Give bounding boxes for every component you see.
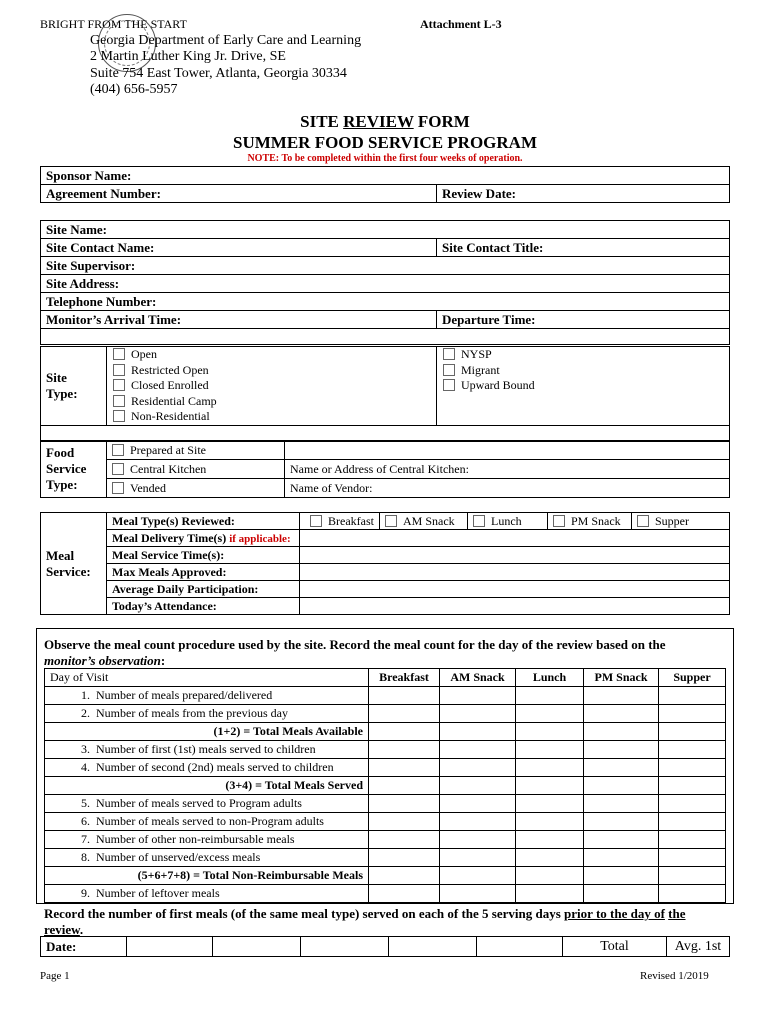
count-cell[interactable] [659, 867, 726, 885]
observe-instructions: Observe the meal count procedure used by the site. Record the meal count for the day of the review based on the monitor’s observation: [44, 637, 666, 668]
avg-participation-label: Average Daily Participation: [107, 581, 300, 598]
count-cell[interactable] [369, 705, 440, 723]
count-cell[interactable] [516, 813, 584, 831]
col-am-snack: AM Snack [440, 669, 516, 687]
count-row-label: 6. Number of meals served to non-Program adults [45, 813, 369, 831]
max-meals-label: Max Meals Approved: [107, 564, 300, 581]
count-cell[interactable] [516, 831, 584, 849]
count-cell[interactable] [516, 759, 584, 777]
count-row-label: 5. Number of meals served to Program adults [45, 795, 369, 813]
spacer-row [41, 329, 730, 345]
checkbox-icon[interactable] [113, 379, 125, 391]
address-line-1: Georgia Department of Early Care and Learning [90, 33, 362, 48]
site-type-option[interactable]: Non-Residential [113, 409, 436, 425]
departure-time-field[interactable]: Departure Time: [437, 311, 730, 329]
total-non-reimbursable-label: (5+6+7+8) = Total Non-Reimbursable Meals [45, 867, 369, 885]
brand-text: BRIGHT FROM THE START [40, 17, 187, 31]
count-row-label: 1. Number of meals prepared/delivered [45, 687, 369, 705]
site-type-label: Site Type: [41, 347, 107, 426]
count-cell[interactable] [440, 705, 516, 723]
count-cell[interactable] [584, 867, 659, 885]
address-line-4: (404) 656-5957 [90, 82, 178, 97]
count-cell[interactable] [659, 813, 726, 831]
telephone-field[interactable]: Telephone Number: [41, 293, 730, 311]
count-cell[interactable] [516, 705, 584, 723]
count-cell[interactable] [584, 777, 659, 795]
count-cell[interactable] [369, 813, 440, 831]
count-cell[interactable] [440, 885, 516, 903]
count-cell[interactable] [659, 759, 726, 777]
count-cell[interactable] [369, 777, 440, 795]
date-cell[interactable] [127, 937, 213, 957]
date-label: Date: [41, 937, 127, 957]
count-cell[interactable] [516, 867, 584, 885]
site-type-options-right [437, 347, 730, 426]
avg-header: Avg. 1st [667, 937, 730, 957]
count-row-label: 9. Number of leftover meals [45, 885, 369, 903]
meal-service-times-label: Meal Service Time(s): [107, 547, 300, 564]
count-cell[interactable] [584, 741, 659, 759]
checkbox-icon[interactable] [112, 444, 124, 456]
checkbox-icon[interactable] [113, 348, 125, 360]
count-cell[interactable] [584, 813, 659, 831]
completion-note: NOTE: To be completed within the first four weeks of operation. [247, 153, 523, 164]
count-row-label: 3. Number of first (1st) meals served to children [45, 741, 369, 759]
count-cell[interactable] [440, 741, 516, 759]
count-cell[interactable] [516, 777, 584, 795]
count-cell[interactable] [440, 777, 516, 795]
count-cell[interactable] [659, 723, 726, 741]
count-cell[interactable] [659, 705, 726, 723]
checkbox-icon[interactable] [443, 348, 455, 360]
food-option-vended[interactable]: Vended [107, 479, 285, 498]
meal-types-reviewed-label: Meal Type(s) Reviewed: [107, 513, 300, 530]
food-service-label: Food Service Type: [41, 441, 107, 498]
spacer-row [41, 425, 730, 441]
site-type-option[interactable]: Open [113, 347, 436, 363]
count-cell[interactable] [516, 885, 584, 903]
count-row-label: 8. Number of unserved/excess meals [45, 849, 369, 867]
count-cell[interactable] [369, 741, 440, 759]
food-service-table [40, 440, 730, 498]
count-cell[interactable] [584, 831, 659, 849]
checkbox-icon[interactable] [385, 515, 397, 527]
meal-count-table [44, 668, 726, 903]
page-number: Page 1 [40, 970, 70, 982]
sponsor-table [40, 166, 730, 203]
sponsor-name-field[interactable]: Sponsor Name: [41, 167, 730, 185]
arrival-time-field[interactable]: Monitor’s Arrival Time: [41, 311, 437, 329]
count-cell[interactable] [369, 687, 440, 705]
meal-type-supper[interactable]: Supper [632, 513, 730, 530]
count-cell[interactable] [584, 885, 659, 903]
checkbox-icon[interactable] [112, 482, 124, 494]
total-served-label: (3+4) = Total Meals Served [45, 777, 369, 795]
date-cell[interactable] [213, 937, 301, 957]
site-type-option[interactable]: Migrant [443, 363, 729, 379]
checkbox-icon[interactable] [113, 410, 125, 422]
col-breakfast: Breakfast [369, 669, 440, 687]
site-type-option[interactable]: NYSP [443, 347, 729, 363]
site-type-option[interactable]: Closed Enrolled [113, 378, 436, 394]
count-cell[interactable] [584, 723, 659, 741]
meal-delivery-time-label: Meal Delivery Time(s) if applicable: [107, 530, 300, 547]
count-row-label: 7. Number of other non-reimbursable meals [45, 831, 369, 849]
count-cell[interactable] [369, 849, 440, 867]
meal-delivery-time-field[interactable] [300, 530, 730, 547]
count-cell[interactable] [369, 759, 440, 777]
attendance-label: Today’s Attendance: [107, 598, 300, 615]
site-info-table [40, 220, 730, 345]
count-cell[interactable] [659, 741, 726, 759]
count-cell[interactable] [369, 867, 440, 885]
attendance-field[interactable] [300, 598, 730, 615]
count-cell[interactable] [516, 687, 584, 705]
checkbox-icon[interactable] [443, 379, 455, 391]
count-cell[interactable] [584, 795, 659, 813]
site-type-option[interactable]: Upward Bound [443, 378, 729, 394]
count-row-label: 2. Number of meals from the previous day [45, 705, 369, 723]
day-of-visit-header: Day of Visit [45, 669, 369, 687]
site-name-field[interactable]: Site Name: [41, 221, 730, 239]
count-cell[interactable] [516, 741, 584, 759]
meal-type-breakfast[interactable]: Breakfast [300, 513, 380, 530]
date-cell[interactable] [477, 937, 563, 957]
count-cell[interactable] [516, 849, 584, 867]
serving-days-table [40, 936, 730, 957]
count-cell[interactable] [369, 831, 440, 849]
count-cell[interactable] [440, 687, 516, 705]
count-cell[interactable] [659, 831, 726, 849]
checkbox-icon[interactable] [443, 364, 455, 376]
count-cell[interactable] [440, 831, 516, 849]
program-title: SUMMER FOOD SERVICE PROGRAM [233, 133, 537, 152]
site-supervisor-field[interactable]: Site Supervisor: [41, 257, 730, 275]
site-address-field[interactable]: Site Address: [41, 275, 730, 293]
site-type-option[interactable]: Restricted Open [113, 363, 436, 379]
count-cell[interactable] [516, 795, 584, 813]
count-cell[interactable] [440, 795, 516, 813]
site-type-table [40, 346, 730, 442]
checkbox-icon[interactable] [553, 515, 565, 527]
count-cell[interactable] [584, 705, 659, 723]
record-instructions: Record the number of first meals (of the same meal type) served on each of the 5 serving days prior to the day of the review. [44, 906, 686, 937]
max-meals-field[interactable] [300, 564, 730, 581]
agreement-number-field[interactable]: Agreement Number: [41, 185, 437, 203]
revision-date: Revised 1/2019 [640, 970, 709, 982]
checkbox-icon[interactable] [310, 515, 322, 527]
count-cell[interactable] [440, 723, 516, 741]
count-cell[interactable] [659, 777, 726, 795]
meal-service-table [40, 512, 730, 615]
meal-type-lunch[interactable]: Lunch [468, 513, 548, 530]
attachment-label: Attachment L-3 [420, 17, 502, 31]
count-cell[interactable] [440, 759, 516, 777]
vendor-name-field[interactable]: Name of Vendor: [285, 479, 730, 498]
count-cell[interactable] [584, 687, 659, 705]
meal-type-pm-snack[interactable]: PM Snack [548, 513, 632, 530]
site-contact-name-field[interactable]: Site Contact Name: [41, 239, 437, 257]
count-cell[interactable] [584, 849, 659, 867]
date-cell[interactable] [389, 937, 477, 957]
meal-service-times-field[interactable] [300, 547, 730, 564]
site-contact-title-field[interactable]: Site Contact Title: [437, 239, 730, 257]
count-cell[interactable] [369, 723, 440, 741]
central-kitchen-field[interactable]: Name or Address of Central Kitchen: [285, 460, 730, 479]
checkbox-icon[interactable] [637, 515, 649, 527]
count-cell[interactable] [440, 849, 516, 867]
count-cell[interactable] [369, 795, 440, 813]
review-date-field[interactable]: Review Date: [437, 185, 730, 203]
count-cell[interactable] [659, 687, 726, 705]
count-row-label: 4. Number of second (2nd) meals served to children [45, 759, 369, 777]
address-line-2: 2 Martin Luther King Jr. Drive, SE [90, 49, 286, 64]
checkbox-icon[interactable] [113, 364, 125, 376]
count-cell[interactable] [659, 849, 726, 867]
col-lunch: Lunch [516, 669, 584, 687]
empty-cell [285, 441, 730, 460]
food-option-central[interactable]: Central Kitchen [107, 460, 285, 479]
address-line-3: Suite 754 East Tower, Atlanta, Georgia 30334 [90, 66, 347, 81]
col-supper: Supper [659, 669, 726, 687]
checkbox-icon[interactable] [112, 463, 124, 475]
count-cell[interactable] [584, 759, 659, 777]
count-cell[interactable] [440, 867, 516, 885]
food-option-prepared[interactable]: Prepared at Site [107, 441, 285, 460]
checkbox-icon[interactable] [473, 515, 485, 527]
col-pm-snack: PM Snack [584, 669, 659, 687]
count-cell[interactable] [369, 885, 440, 903]
count-cell[interactable] [516, 723, 584, 741]
meal-type-am-snack[interactable]: AM Snack [380, 513, 468, 530]
date-cell[interactable] [301, 937, 389, 957]
total-available-label: (1+2) = Total Meals Available [45, 723, 369, 741]
count-cell[interactable] [659, 795, 726, 813]
checkbox-icon[interactable] [113, 395, 125, 407]
site-type-options-left [107, 347, 437, 426]
count-cell[interactable] [440, 813, 516, 831]
total-header: Total [563, 937, 667, 957]
count-cell[interactable] [659, 885, 726, 903]
avg-participation-field[interactable] [300, 581, 730, 598]
form-title: SITE REVIEW FORM [300, 112, 470, 131]
site-type-option[interactable]: Residential Camp [113, 394, 436, 410]
meal-service-label: Meal Service: [41, 513, 107, 615]
